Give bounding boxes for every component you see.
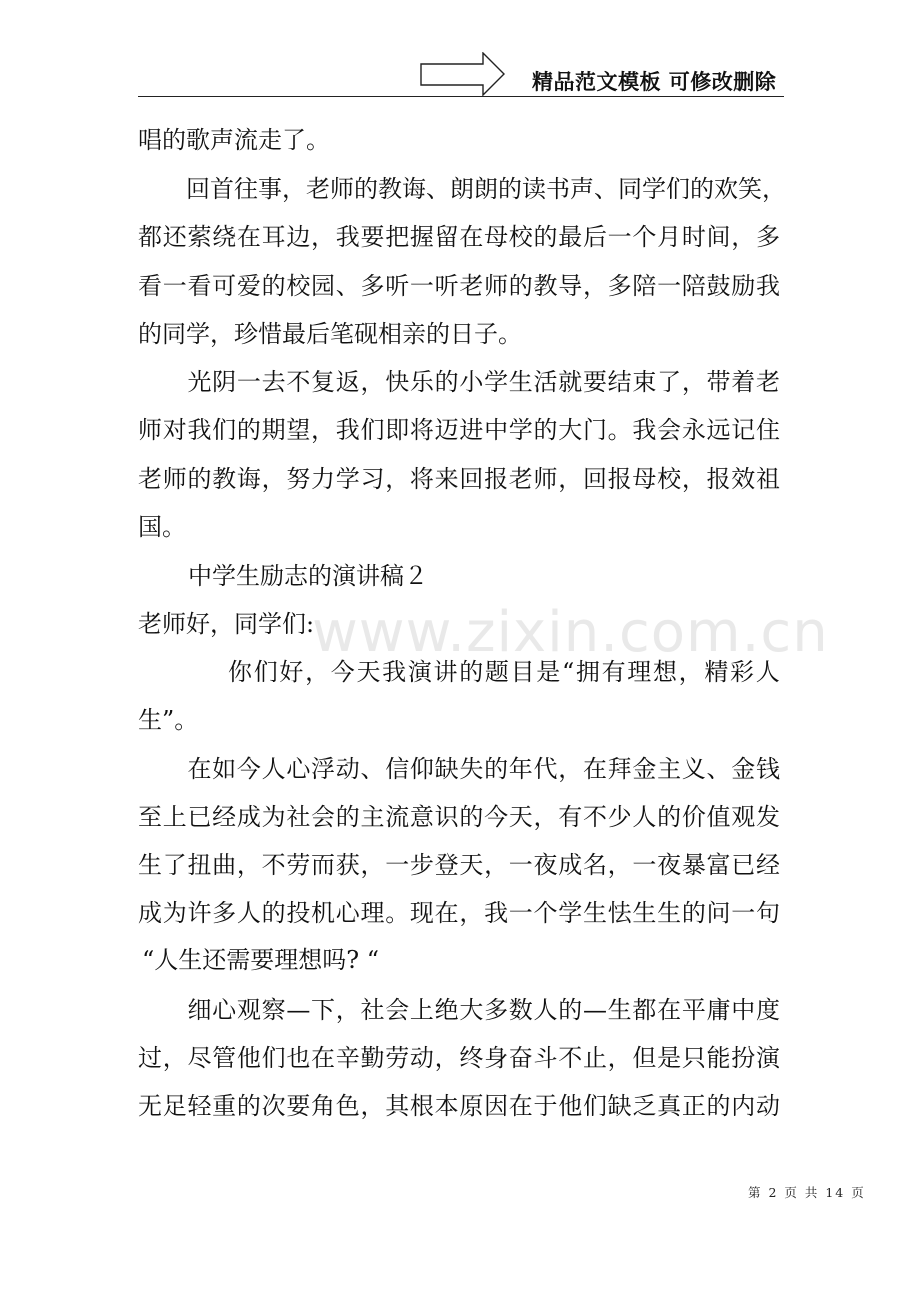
watermark: www.zixin.com.cn <box>312 600 829 665</box>
body-line: 生”。 <box>138 706 199 734</box>
header-divider <box>138 96 784 97</box>
body-line: 过 ， 尽 管 他 们 也 在 辛 勤 劳 动 ， 终 身 奋 斗 不 止 ， 但 是 只 能 扮 演 <box>138 1044 780 1072</box>
header-banner: 精品范文模板 可修改删除 <box>532 70 777 94</box>
body-line: 的同学，珍惜最后笔砚相亲的日子。 <box>138 320 522 348</box>
body-line: 都 还 萦 绕 在 耳 边 ， 我 要 把 握 留 在 母 校 的 最 后 一 个 月 时 间 ， 多 <box>138 223 780 251</box>
salutation: 老师好，同学们: <box>138 610 315 638</box>
body-line: 回 首 往 事 ， 老 师 的 教 诲 、 朗 朗 的 读 书 声 、 同 学 们 的 欢 笑 ， <box>186 175 786 203</box>
arrow-right-outline-icon <box>420 52 505 96</box>
body-line: 光 阴 一 去 不 复 返 ， 快 乐 的 小 学 生 活 就 要 结 束 了 ， 带 着 老 <box>187 368 780 396</box>
body-line: 唱的歌声流走了。 <box>138 126 330 154</box>
body-line: 师 对 我 们 的 期 望 ， 我 们 即 将 迈 进 中 学 的 大 门 。 我 会 永 远 记 住 <box>138 416 780 444</box>
body-line: 你 们 好 ， 今 天 我 演 讲 的 题 目 是 “ 拥 有 理 想 ， 精 彩 人 <box>228 658 780 686</box>
body-line: 看 一 看 可 爱 的 校 园 、 多 听 一 听 老 师 的 教 导 ， 多 陪 一 陪 鼓 励 我 <box>138 272 780 300</box>
body-line: 细 心 观 察 — 下 ， 社 会 上 绝 大 多 数 人 的 — 生 都 在 平 庸 中 度 <box>187 996 780 1024</box>
body-line: 在 如 今 人 心 浮 动 、 信 仰 缺 失 的 年 代 ， 在 拜 金 主 义 、 金 钱 <box>187 755 780 783</box>
section-heading: 中学生励志的演讲稿２ <box>188 562 428 590</box>
body-line: 老 师 的 教 诲 ， 努 力 学 习 ， 将 来 回 报 老 师 ， 回 报 母 校 ， 报 效 祖 <box>138 465 780 493</box>
body-line: 成 为 许 多 人 的 投 机 心 理 。 现 在 ， 我 一 个 学 生 怯 生 生 的 问 一 句 <box>138 899 780 927</box>
body-line: 国。 <box>138 513 186 541</box>
body-line: 生 了 扭 曲 ， 不 劳 而 获 ， 一 步 登 天 ， 一 夜 成 名 ， 一 夜 暴 富 已 经 <box>138 851 780 879</box>
page-number: 第 2 页 共 14 页 <box>748 1185 866 1200</box>
body-line: 至 上 已 经 成 为 社 会 的 主 流 意 识 的 今 天 ， 有 不 少 人 的 价 值 观 发 <box>138 803 780 831</box>
body-line: “人生还需要理想吗? “ <box>142 946 380 974</box>
body-line: 无 足 轻 重 的 次 要 角 色 ， 其 根 本 原 因 在 于 他 们 缺 乏 真 正 的 内 动 <box>138 1092 780 1120</box>
